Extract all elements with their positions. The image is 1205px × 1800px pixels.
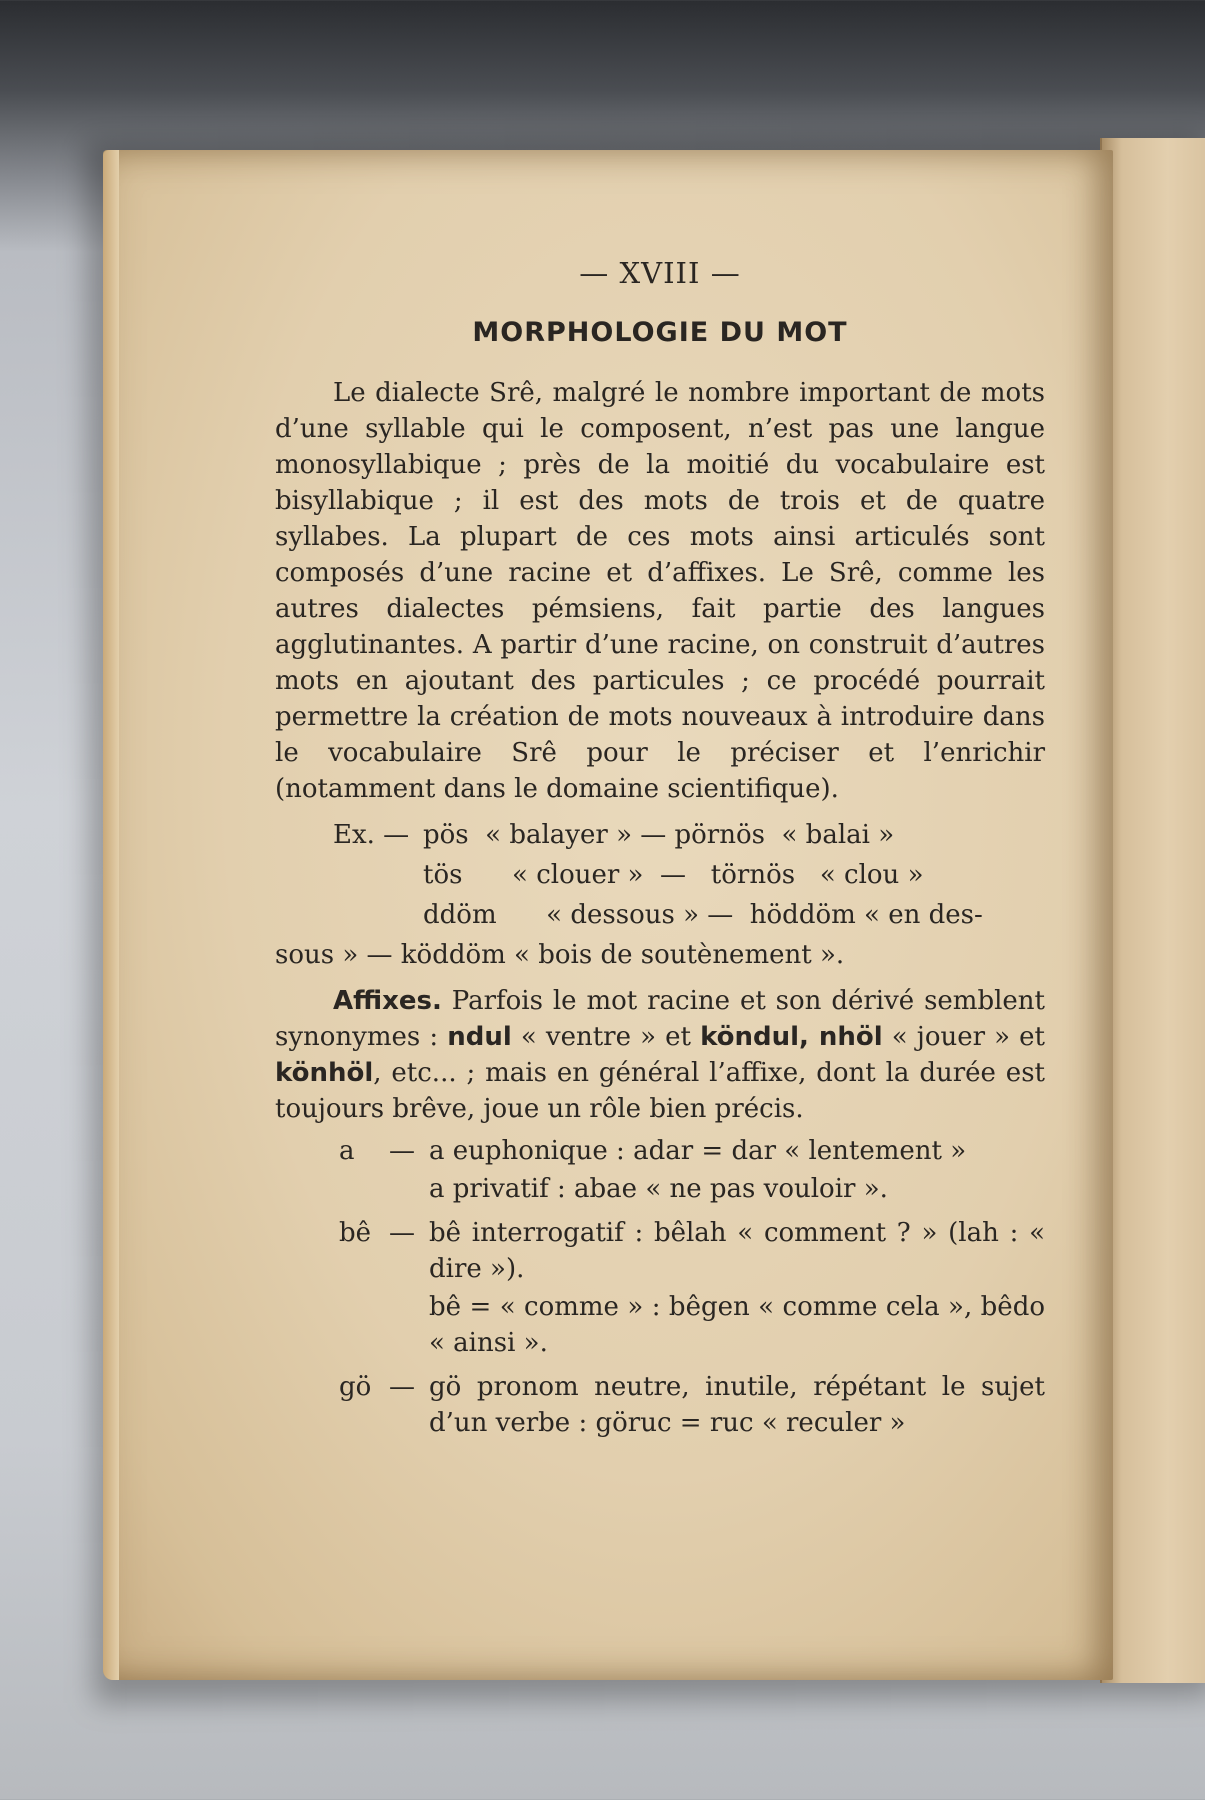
affix-key: gö: [339, 1372, 372, 1402]
example-row: [275, 937, 1045, 973]
affix-key: bê: [339, 1218, 372, 1248]
affix-line: a privatif : abae « ne pas vouloir ».: [429, 1174, 888, 1204]
page-binding-edge: [103, 150, 119, 1680]
facing-page-edge: [1100, 138, 1205, 1683]
affix-line: gö pronom neutre, inutile, répétant le sujet d’un verbe : göruc = ruc « reculer »: [429, 1372, 1045, 1438]
affixes-text: Parfois le mot racine et son dérivé semblent synonymes :: [275, 986, 1045, 1052]
affix-dash: —: [389, 1372, 415, 1402]
affixes-text: « jouer » et: [882, 1022, 1045, 1052]
example-text: ddöm « dessous » — höddöm « en des-: [423, 900, 983, 930]
affix-example-word: köndul, nhöl: [700, 1022, 883, 1052]
page-number: — XVIII —: [579, 256, 741, 290]
affix-entry-a: [339, 1133, 1045, 1209]
affix-description: [429, 1133, 1045, 1209]
page-content: [275, 255, 1045, 1443]
affixes-paragraph: [275, 983, 1045, 1127]
affix-line: bê = « comme » : bêgen « comme cela », bêdo « ainsi ».: [429, 1292, 1045, 1358]
affix-key: a: [339, 1136, 355, 1166]
affix-line: a euphonique : adar = dar « lentement »: [429, 1136, 967, 1166]
affix-description: [429, 1369, 1045, 1443]
affix-example-word: könhöl: [275, 1058, 374, 1088]
example-row: [275, 857, 1045, 897]
affix-dash: —: [389, 1136, 415, 1166]
example-text: sous » — köddöm « bois de soutènement ».: [275, 940, 845, 970]
affixes-heading: Affixes.: [333, 986, 442, 1016]
affixes-text: « ventre » et: [511, 1022, 701, 1052]
examples-block: [275, 817, 1045, 973]
affix-dash: —: [389, 1218, 415, 1248]
affix-line: bê interrogatif : bêlah « comment ? » (lah : « dire »).: [429, 1218, 1045, 1284]
affix-list: [339, 1133, 1045, 1443]
example-row: [275, 897, 1045, 937]
example-label: Ex. —: [333, 820, 410, 850]
example-text: tös « clouer » — törnös « clou »: [423, 860, 924, 890]
intro-paragraph: Le dialecte Srê, malgré le nombre important de mots d’une syllable qui le composent, n’est pas une langue monosyllabique ; près de la moitié du vocabulaire est bisyllabique ; il est des mots de trois et de quatre syllabes. La plupart de ces mots ainsi articulés sont composés d’une racine et d’affixes. Le Srê, comme les autres dialectes pémsiens, fait partie des langues agglutinantes. A partir d’une racine, on construit d’autres mots en ajoutant des particules ; ce procédé pourrait permettre la création de mots nouveaux à introduire dans le vocabulaire Srê pour le préciser et l’enrichir (notamment dans le domaine scientifique).: [275, 378, 1045, 804]
affix-entry-be: [339, 1215, 1045, 1363]
affix-example-word: ndul: [447, 1022, 512, 1052]
affixes-text: , etc... ; mais en général l’affixe, dont la durée est toujours brêve, joue un rôle bien précis.: [275, 1058, 1045, 1124]
affix-description: [429, 1215, 1045, 1363]
section-title: MORPHOLOGIE DU MOT: [472, 317, 848, 348]
example-text: pös « balayer » — pörnös « balai »: [423, 820, 895, 850]
affix-entry-go: [339, 1369, 1045, 1443]
example-row: [275, 817, 1045, 857]
